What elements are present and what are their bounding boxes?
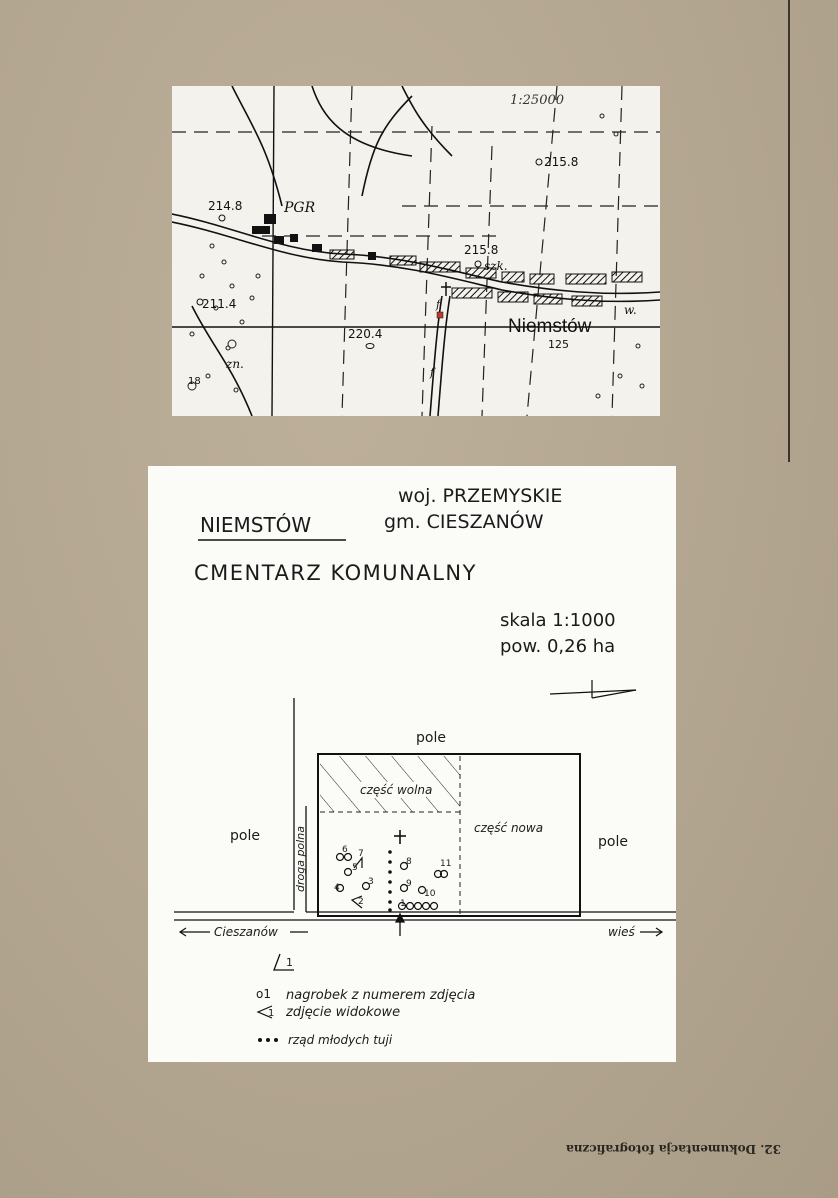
legend-grave: nagrobek z numerem zdjęcia bbox=[286, 988, 476, 1003]
grave-number-3: 3 bbox=[368, 877, 374, 887]
map-elevation-3: 215.8 bbox=[464, 243, 499, 257]
topographic-map bbox=[172, 86, 660, 416]
legend-thuja: rząd młodych tuji bbox=[288, 1033, 393, 1047]
label-new-part: część nowa bbox=[474, 821, 544, 835]
map-elevation-5: 220.4 bbox=[348, 327, 383, 341]
grave-number-6: 6 bbox=[342, 845, 348, 855]
label-to-cieszanow: Cieszanów bbox=[214, 925, 278, 939]
plan-scale: skala 1:1000 bbox=[500, 610, 616, 631]
grave-number-2: 2 bbox=[358, 897, 364, 907]
entrance-arrow-icon bbox=[396, 914, 404, 936]
legend-view-symbol: 1 bbox=[268, 1008, 275, 1019]
map-place-name: Niemstów bbox=[508, 316, 592, 337]
map-label-zn: zn. bbox=[226, 357, 244, 371]
map-elevation-4: 211.4 bbox=[202, 297, 237, 311]
plan-area: pow. 0,26 ha bbox=[500, 636, 616, 657]
map-scale: 1:25000 bbox=[510, 93, 565, 108]
label-field-right: pole bbox=[598, 834, 628, 850]
label-field-top: pole bbox=[416, 730, 446, 746]
legend-view-number: 1 bbox=[286, 956, 293, 969]
thuja-row bbox=[388, 850, 392, 912]
map-label-w: w. bbox=[624, 303, 637, 317]
label-field-road: droga polna bbox=[294, 826, 307, 892]
map-place-number: 125 bbox=[548, 338, 569, 351]
label-field-left: pole bbox=[230, 828, 260, 844]
grave-number-5: 5 bbox=[352, 863, 358, 873]
plan-voivodeship: woj. PRZEMYSKIE bbox=[398, 485, 563, 507]
map-label-szk: szk. bbox=[484, 259, 508, 273]
north-arrow-icon bbox=[550, 680, 636, 698]
legend-view: zdjęcie widokowe bbox=[286, 1005, 401, 1020]
map-label-pgr: PGR bbox=[284, 200, 316, 216]
cemetery-plan-drawing bbox=[148, 466, 676, 1062]
map-elevation-2: 214.8 bbox=[208, 199, 243, 213]
grave-number-8: 8 bbox=[406, 857, 412, 867]
grave-number-11: 11 bbox=[440, 859, 452, 869]
plan-title: CMENTARZ KOMUNALNY bbox=[194, 561, 477, 585]
grave-number-4: 4 bbox=[334, 883, 340, 893]
grave-number-9: 9 bbox=[406, 879, 412, 889]
map-label-f1: f bbox=[436, 298, 441, 311]
map-elevation-1: 215.8 bbox=[544, 155, 579, 169]
grave-number-7: 7 bbox=[358, 849, 364, 859]
plan-place: NIEMSTÓW bbox=[200, 513, 312, 537]
legend-grave-symbol: o1 bbox=[256, 987, 271, 1001]
label-to-village: wieś bbox=[608, 925, 635, 939]
cardboard-edge-line bbox=[788, 0, 790, 462]
label-free-part: część wolna bbox=[360, 783, 433, 797]
grave-number-10: 10 bbox=[424, 889, 436, 899]
legend-thuja-dots bbox=[258, 1038, 278, 1042]
map-sheet-number: 18 bbox=[188, 376, 201, 387]
plan-commune: gm. CIESZANÓW bbox=[384, 511, 544, 533]
cemetery-plan-sheet bbox=[148, 466, 676, 1062]
topographic-map-drawing bbox=[172, 86, 660, 416]
cross-icon bbox=[394, 830, 406, 844]
grave-number-1: 1 bbox=[400, 899, 406, 909]
page-caption: 32. Dokumentacja fotograficzna bbox=[566, 1142, 782, 1156]
grave-numbers bbox=[334, 845, 451, 909]
map-label-f2: f bbox=[430, 366, 435, 379]
